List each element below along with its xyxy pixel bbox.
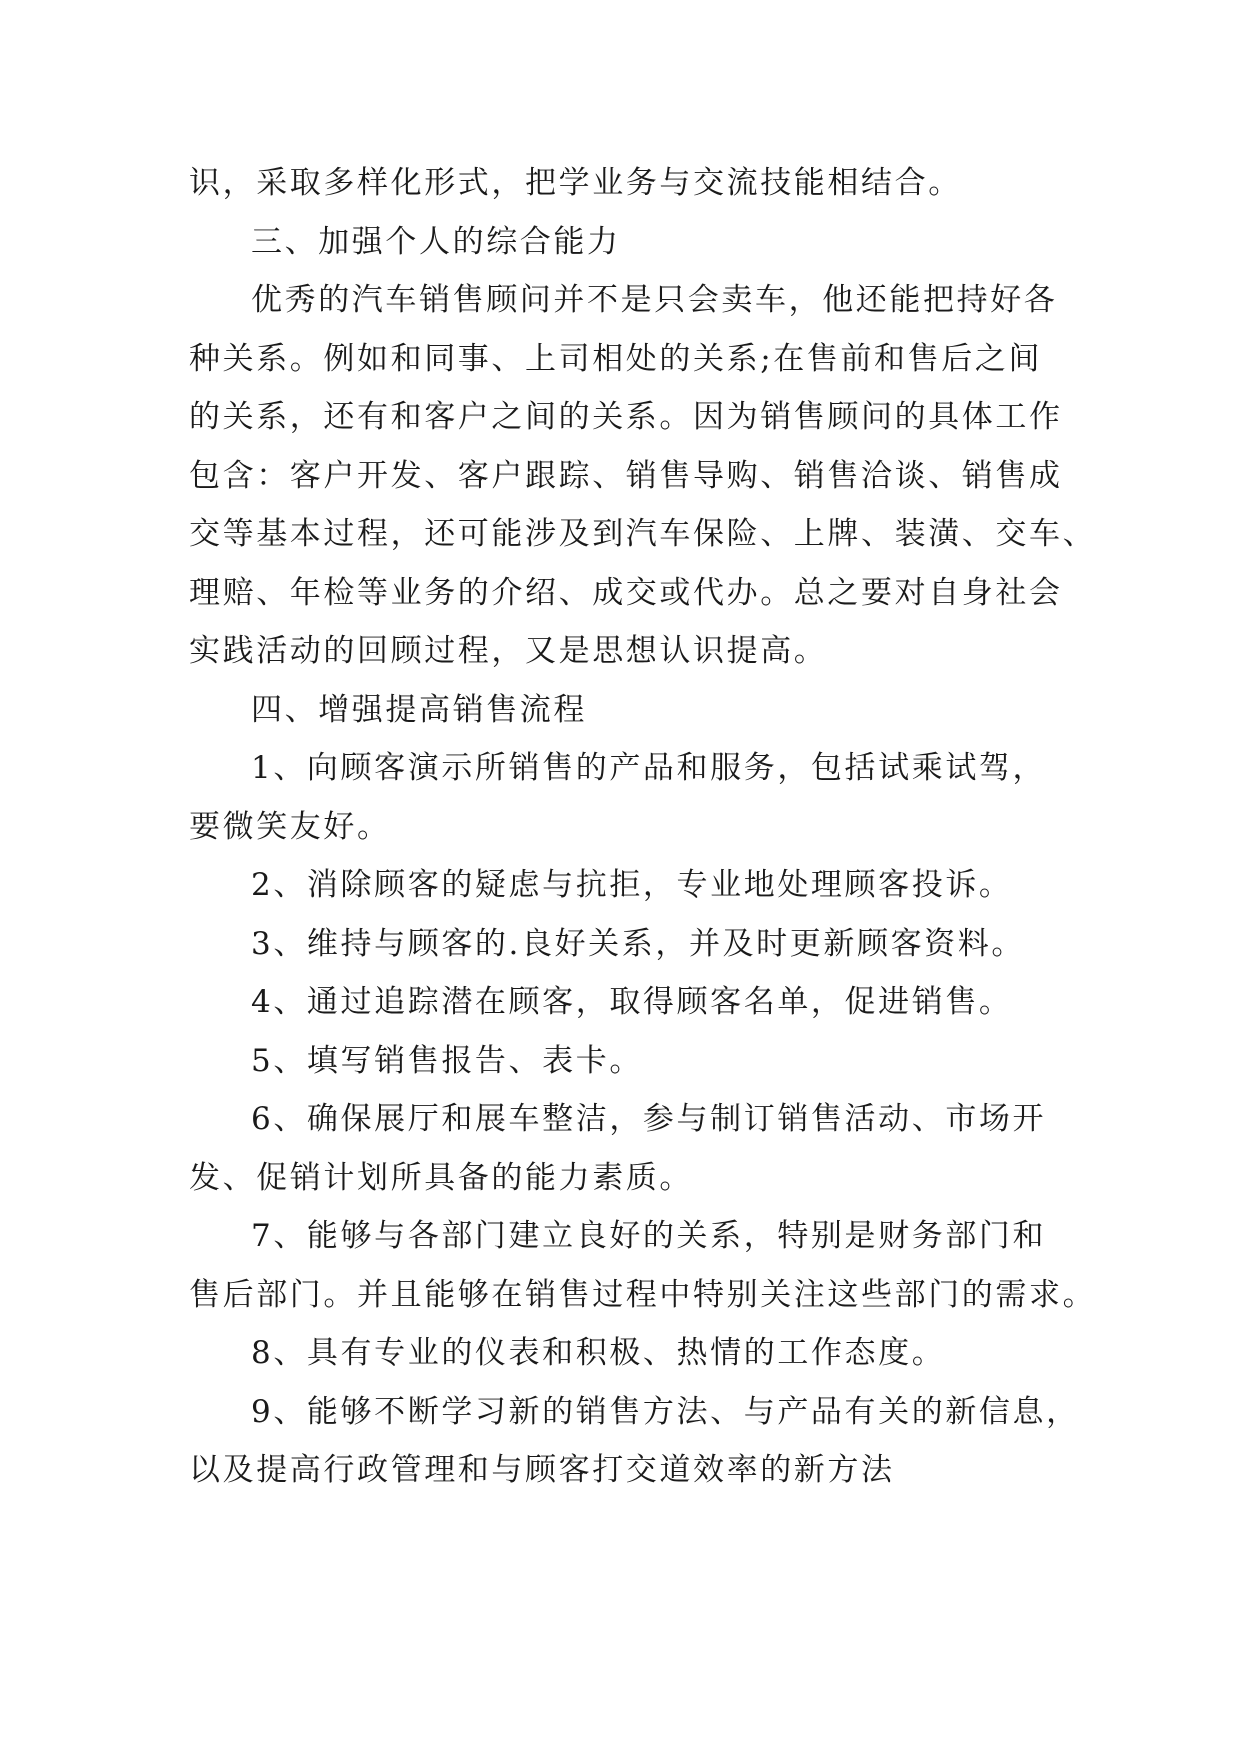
text-line: 种关系。例如和同事、上司相处的关系;在售前和售后之间 (189, 340, 1043, 377)
document-body (189, 154, 1097, 1500)
text-line: 理赔、年检等业务的介绍、成交或代办。总之要对自身社会 (189, 574, 1063, 611)
text-line: 2、消除顾客的疑虑与抗拒，专业地处理顾客投诉。 (251, 867, 1013, 903)
text-line: 的关系，还有和客户之间的关系。因为销售顾问的具体工作 (189, 399, 1063, 435)
text-line: 三、加强个人的综合能力 (251, 223, 621, 260)
text-line: 3、维持与顾客的.良好关系，并及时更新顾客资料。 (251, 925, 1025, 962)
text-line: 5、填写销售报告、表卡。 (251, 1042, 643, 1079)
text-line: 实践活动的回顾过程，又是思想认识提高。 (189, 633, 828, 669)
text-line: 包含：客户开发、客户跟踪、销售导购、销售洽谈、销售成 (189, 457, 1063, 494)
text-line: 4、通过追踪潜在顾客，取得顾客名单，促进销售。 (251, 984, 1013, 1020)
text-line: 交等基本过程，还可能涉及到汽车保险、上牌、装潢、交车、 (189, 516, 1097, 552)
text-line: 6、确保展厅和展车整洁，参与制订销售活动、市场开 (251, 1101, 1047, 1137)
text-line: 8、具有专业的仪表和积极、热情的工作态度。 (251, 1335, 946, 1371)
text-line: 要微笑友好。 (189, 808, 391, 845)
text-line: 7、能够与各部门建立良好的关系，特别是财务部门和 (251, 1218, 1047, 1254)
text-line: 1、向顾客演示所销售的产品和服务，包括试乘试驾， (251, 750, 1047, 786)
text-line: 四、增强提高销售流程 (251, 691, 587, 728)
text-line: 识，采取多样化形式，把学业务与交流技能相结合。 (189, 165, 962, 201)
text-line: 优秀的汽车销售顾问并不是只会卖车，他还能把持好各 (251, 282, 1058, 318)
text-line: 9、能够不断学习新的销售方法、与产品有关的新信息， (251, 1393, 1080, 1430)
text-line: 以及提高行政管理和与顾客打交道效率的新方法 (189, 1452, 895, 1488)
text-line: 售后部门。并且能够在销售过程中特别关注这些部门的需求。 (189, 1276, 1097, 1313)
text-line: 发、促销计划所具备的能力素质。 (189, 1159, 693, 1196)
